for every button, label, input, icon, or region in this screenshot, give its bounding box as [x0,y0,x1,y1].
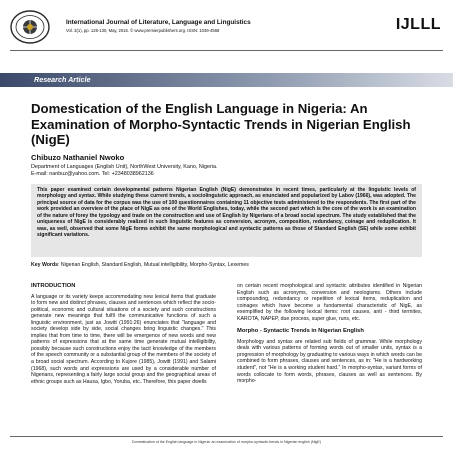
author-name: Chibuzo Nathaniel Nwoko [31,153,125,162]
right-column [237,283,422,387]
section-heading-introduction: INTRODUCTION [31,283,76,289]
author-affiliation [31,164,217,178]
right-paragraph-1: on certain recent morphological and syntactic attributes identified in Nigerian English such as acronyms, conversion and neologisms. Others include compounding, redundancy or repetition of lexical items, reduplication and coinages which have become a fundamental characteristic of NigE, as exemplified by the following lexical items: root causes, anti - third termites, KAROTA, NAPEP, due process, super glue, runs, etc. [237,283,422,322]
section-heading-morpho-syntactic: Morpho - Syntactic Trends in Nigerian English [237,328,364,335]
right-paragraph-2: Morphology and syntax are related sub fields of grammar. While morphology deals with various patterns of forming words out of smaller units, syntax is a progression of morphology by graduating to various ways in which words can be combined to form phrases, clauses and sentences, as in: "He is a hardworking student", not "He is a working student hard." In morpho-syntax, variant forms of words collocate to form words, phrases, clauses as well as sentences. By morpho- [237,338,422,385]
keywords-text: : Nigerian English, Standard English, Mutual intelligibility, Morpho-Syntax, Lexemes [58,262,249,268]
keywords-label: Key Words [31,262,59,268]
affiliation-email: E-mail: nanbuz@yahoo.com. Tel: +2348038962136 [31,171,154,177]
journal-title: International Journal of Literature, Language and Linguistics [66,19,251,26]
left-column [31,283,216,387]
abstract-text: This paper examined certain developmental patterns Nigerian English (NigE) demonstrates in recent times, particularly at the linguistic levels of morphology and syntax. While studying these current trends, a sociolinguistic approach, as enunciated and popularized by Labov (1966), was adopted. The principal source of data for the corpus was the use of 100 questionnaires containing 11 objective tests administered to the respondents. The first part of the work provided an overview of the place of NigE as one of the World Englishes, today, while the second part which is the core of the work is an examination of the nature of forey the typology and trade on the construction and use of English by Nigerians of a broad social spectrum. The study established that the uniqueness of NigE is considerably realized in such linguistic features as conversion, acronym, composition, redundancy, coinage and reduplication. It was, as well, observed that some NigE forms exhibit the same morphological and syntactic patterns as those of Standard English (SE) while some exhibit significant variations. [37,187,416,239]
running-footer: Domestication of the English language in Nigeria: an examination of morpho-syntactic trends in Nigerian english (NigE) [132,440,321,444]
article-type-ribbon [0,73,453,87]
header-rule [10,50,443,51]
article-type-label: Research Article [34,75,91,84]
intro-paragraph: A language or its variety keeps accommodating new lexical items that graduate to form new and distinct phrases, clauses and sentences which reflect the socio-political, economic and cultural situations of a society and such constructions generate new meanings that fulfil the communicative functions of such a linguistic environment, just as Jowitt (1991:26) enunciates that "language and society develop side by side, social changes bring linguistic changes." This implies that from time to time, there will be emergence of new words and new patterns of expressions that at the same time generate mutual intelligibility, possibly because such constructions enjoy the tacit knowledge of the members of the speech community or a substantial group of the members of the society of a broad social spectrum. According to Kujore (1985), Jowitt (1991) and Salami (1968), such words and expressions are used by a considerable number of Nigerians, representing a fairly large social group and the geographical areas of ethnic groups such as Hausa, Igbo, Yoruba, etc..Therefore, this paper dwells [31,293,216,385]
footer-rule [10,436,443,437]
affiliation-dept: Department of Languages (English Unit), NorthWest University, Kano, Nigeria. [31,164,218,170]
journal-header [10,10,443,46]
abstract-box [31,184,422,257]
keywords [31,262,431,269]
article-title: Domestication of the English Language in Nigeria: An Examination of Morpho-Syntactic Trends in Nigerian English (NigE) [31,101,411,148]
journal-info: Vol. 3(1), pp. 126-130, May, 2016. © www.premierpublishers.org. ISSN: 1036-4568 [66,28,220,33]
journal-abbrev: IJLLL [395,16,441,33]
publisher-logo-icon [10,10,50,44]
